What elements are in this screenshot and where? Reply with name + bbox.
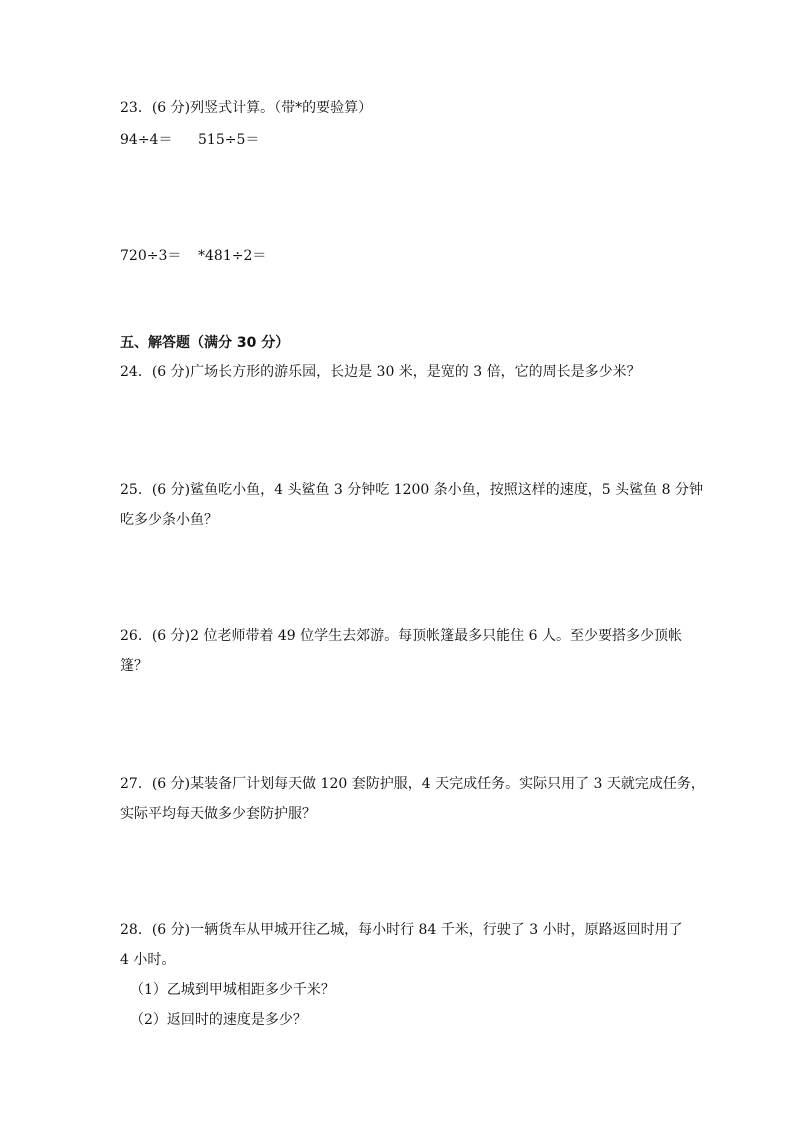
question-26-line-2: 篷？ — [120, 658, 148, 674]
question-23-title: 23．(6 分)列竖式计算。（带*的要验算） — [120, 100, 373, 116]
section-5-heading: 五、解答题（满分 30 分） — [120, 335, 290, 351]
question-28-line-1: 28．(6 分)一辆货车从甲城开往乙城，每小时行 84 千米，行驶了 3 小时，原路返回时用了 — [120, 922, 683, 938]
question-28-sub-2: （2）返回时的速度是多少？ — [130, 1012, 307, 1028]
question-27-line-1: 27．(6 分)某装备厂计划每天做 120 套防护服，4 天完成任务。实际只用了 3 天就完成任务， — [120, 776, 705, 792]
question-25-line-2: 吃多少条小鱼？ — [120, 512, 218, 528]
question-26-line-1: 26．(6 分)2 位老师带着 49 位学生去郊游。每顶帐篷最多只能住 6 人。至少要搭多少顶帐 — [120, 628, 682, 644]
question-25-line-1: 25．(6 分)鲨鱼吃小鱼，4 头鲨鱼 3 分钟吃 1200 条小鱼，按照这样的速度，5 头鲨鱼 8 分钟 — [120, 482, 703, 498]
question-24: 24．(6 分)广场长方形的游乐园，长边是 30 米，是宽的 3 倍，它的周长是多少米？ — [120, 364, 641, 380]
question-28-sub-1: （1）乙城到甲城相距多少千米？ — [130, 982, 335, 998]
calc-94-div-4: 94÷4＝ — [120, 132, 173, 148]
calc-720-div-3: 720÷3＝ — [120, 248, 182, 264]
calc-481-div-2: *481÷2＝ — [198, 248, 267, 264]
question-28-line-2: 4 小时。 — [120, 952, 176, 968]
calc-row-1 — [120, 130, 259, 150]
calc-515-div-5: 515÷5＝ — [198, 132, 260, 148]
calc-row-2 — [120, 246, 266, 266]
question-27-line-2: 实际平均每天做多少套防护服？ — [120, 806, 316, 822]
